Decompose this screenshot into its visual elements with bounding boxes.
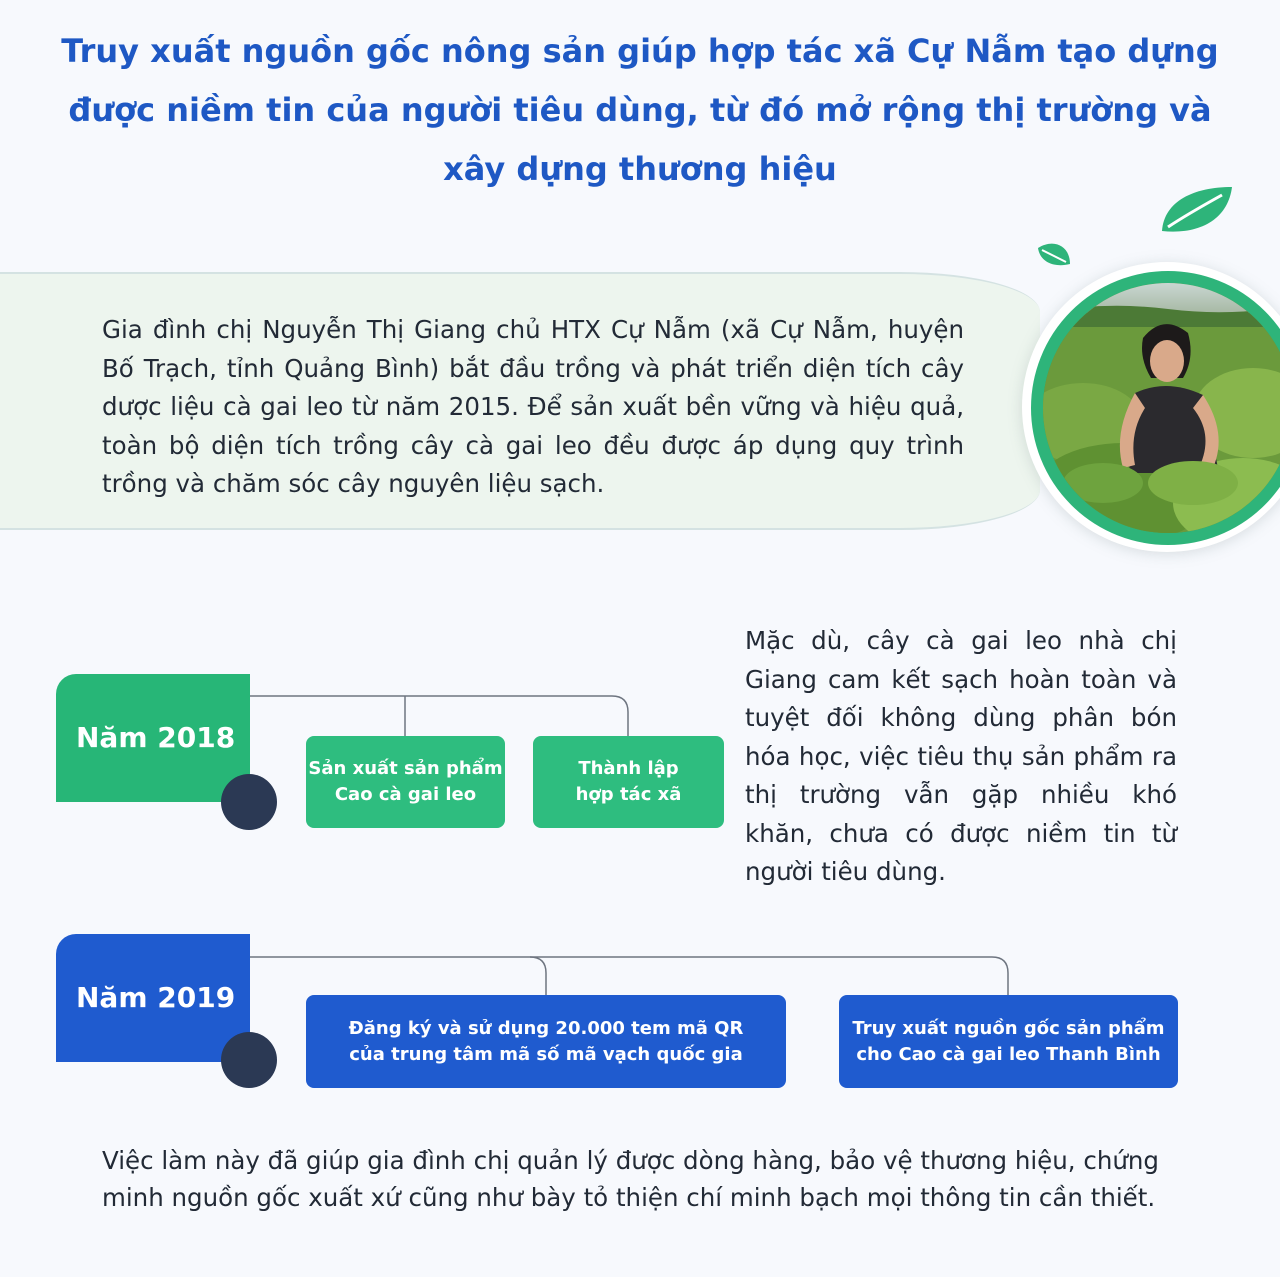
qr-registration-box (306, 995, 786, 1088)
page-title: Truy xuất nguồn gốc nông sản giúp hợp tác xã Cự Nẫm tạo dựng được niềm tin của người tiêu dùng, từ đó mở rộng thị trường và xây dựng thương hiệu (61, 32, 1219, 188)
qr-registration-line1: Đăng ký và sử dụng 20.000 tem mã QR (348, 1017, 744, 1039)
timeline-dot-2018 (221, 774, 277, 830)
timeline-dot-2019 (221, 1032, 277, 1088)
intro-paragraph: Gia đình chị Nguyễn Thị Giang chủ HTX Cự Nẫm (xã Cự Nẫm, huyện Bố Trạch, tỉnh Quảng Bình) bắt đầu trồng và phát triển diện tích cây dược liệu cà gai leo từ năm 2015. Để sản xuất bền vững và hiệu quả, toàn bộ diện tích trồng cây cà gai leo đều được áp dụng quy trình trồng và chăm sóc cây nguyên liệu sạch. (102, 315, 964, 498)
closing-paragraph (102, 1142, 1192, 1216)
establish-coop-box (533, 736, 724, 828)
traceability-box (839, 995, 1178, 1088)
produce-product-box (306, 736, 505, 828)
closing-line1: Việc làm này đã giúp gia đình chị quản lý được dòng hàng, bảo vệ thương hiệu, chứng (102, 1146, 1159, 1175)
establish-coop-line1: Thành lập (578, 758, 679, 779)
produce-product-line1: Sản xuất sản phẩm (308, 758, 503, 779)
year-2019-label: Năm 2019 (56, 934, 250, 1062)
qr-registration-line2: của trung tâm mã số mã vạch quốc gia (349, 1043, 743, 1065)
establish-coop-line2: hợp tác xã (575, 784, 682, 805)
produce-product-line2: Cao cà gai leo (334, 784, 477, 805)
large-leaf-icon (1158, 185, 1234, 235)
year-2018-label: Năm 2018 (56, 674, 250, 802)
closing-line2: minh nguồn gốc xuất xứ cũng như bày tỏ thiện chí minh bạch mọi thông tin cần thiết. (102, 1183, 1156, 1212)
small-leaf-icon (1036, 240, 1072, 270)
side-paragraph: Mặc dù, cây cà gai leo nhà chị Giang cam kết sạch hoàn toàn và tuyệt đối không dùng phân bón hóa học, việc tiêu thụ sản phẩm ra thị trường vẫn gặp nhiều khó khăn, chưa có được niềm tin từ người tiêu dùng. (745, 626, 1177, 886)
traceability-line2: cho Cao cà gai leo Thanh Bình (856, 1043, 1161, 1065)
traceability-line1: Truy xuất nguồn gốc sản phẩm (852, 1017, 1165, 1039)
